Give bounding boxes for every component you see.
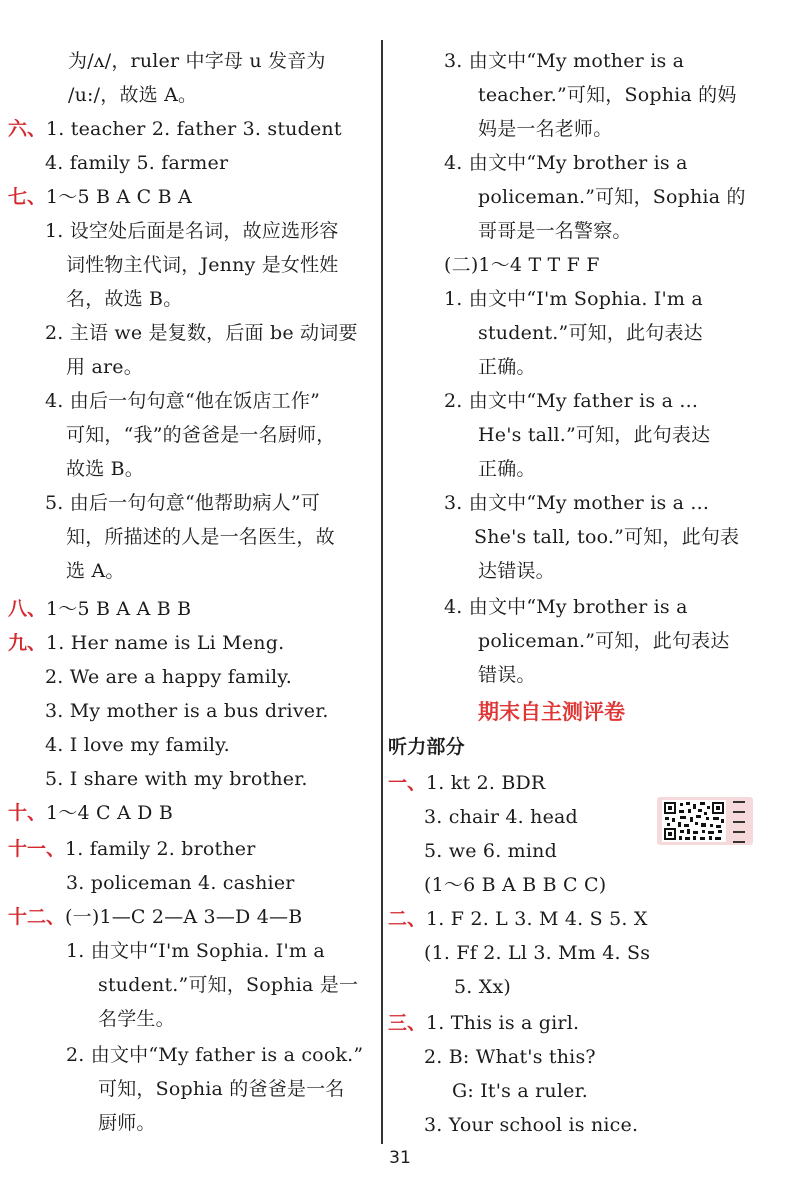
- listening-q3: 三、1. This is a girl.: [388, 1012, 580, 1034]
- text-line: policeman.”可知，此句表达: [478, 630, 730, 652]
- video-answer-qr-badge[interactable]: [657, 797, 753, 845]
- text-line: He's tall.”可知，此句表达: [478, 424, 711, 446]
- text-line: 4. family 5. farmer: [45, 152, 229, 174]
- text-line: 正确。: [478, 356, 536, 378]
- section-label: 二、: [388, 908, 427, 930]
- text-line: 故选 B。: [66, 458, 145, 480]
- text-line: 哥哥是一名警察。: [478, 220, 632, 242]
- text-line: She's tall, too.”可知，此句表: [474, 526, 740, 548]
- text-line: 4. I love my family.: [45, 734, 230, 756]
- text-line: 2. 由文中“My father is a ...: [444, 390, 699, 412]
- text-line: 错误。: [478, 664, 536, 686]
- text-line: 为/ʌ/，ruler 中字母 u 发音为: [68, 50, 326, 72]
- section-title: 期末自主测评卷: [478, 700, 625, 724]
- text-line: student.”可知，此句表达: [478, 322, 703, 344]
- text-line: G: It's a ruler.: [452, 1080, 589, 1102]
- text-line: 3. Your school is nice.: [424, 1114, 639, 1136]
- text-line: 1. 设空处后面是名词，故应选形容: [45, 220, 339, 242]
- text-line: 2. We are a happy family.: [45, 666, 292, 688]
- text-line: (1～6 B A B B C C): [424, 874, 607, 896]
- section-label: 十一、: [8, 838, 66, 860]
- text-line: 3. 由文中“My mother is a ...: [444, 492, 710, 514]
- text-line: 3. My mother is a bus driver.: [45, 700, 329, 722]
- text-line: 3. policeman 4. cashier: [66, 872, 295, 894]
- section-label: 一、: [388, 772, 427, 794]
- text-line: 1. 由文中“I'm Sophia. I'm a: [66, 940, 325, 962]
- text-line: 正确。: [478, 458, 536, 480]
- question-eight: 八、1～5 B A A B B: [8, 598, 192, 620]
- text-line: 选 A。: [66, 560, 125, 582]
- text-line: 5. I share with my brother.: [45, 768, 308, 790]
- text-line: 可知，“我”的爸爸是一名厨师，: [66, 424, 336, 446]
- text-line: 可知，Sophia 的爸爸是一名: [98, 1078, 345, 1100]
- text-line: 4. 由文中“My brother is a: [444, 152, 688, 174]
- question-eleven: 十一、1. family 2. brother: [8, 838, 256, 860]
- question-twelve: 十二、(一)1—C 2—A 3—D 4—B: [8, 906, 303, 928]
- text-line: 用 are。: [66, 356, 143, 378]
- text-line: 名，故选 B。: [66, 288, 183, 310]
- text-line: 知，所描述的人是一名医生，故: [66, 526, 335, 548]
- qr-code-icon: [662, 800, 726, 842]
- text-line: 2. 由文中“My father is a cook.”: [66, 1044, 364, 1066]
- section-label: 十二、: [8, 906, 66, 928]
- text-line: 达错误。: [478, 560, 555, 582]
- text-line: 4. 由文中“My brother is a: [444, 596, 688, 618]
- section-label: 三、: [388, 1012, 427, 1034]
- text-line: 2. 主语 we 是复数，后面 be 动词要: [45, 322, 358, 344]
- listening-q2: 二、1. F 2. L 3. M 4. S 5. X: [388, 908, 648, 930]
- listening-q1: 一、1. kt 2. BDR: [388, 772, 546, 794]
- question-nine: 九、1. Her name is Li Meng.: [8, 632, 285, 654]
- text-line: 3. 由文中“My mother is a: [444, 50, 685, 72]
- question-seven: 七、1～5 B A C B A: [8, 186, 192, 208]
- text-line: (1. Ff 2. Ll 3. Mm 4. Ss: [424, 942, 651, 964]
- text-line: 5. we 6. mind: [424, 840, 557, 862]
- page-number: 31: [389, 1148, 411, 1168]
- text-line: 妈是一名老师。: [478, 118, 613, 140]
- text-line: 5. Xx): [454, 976, 512, 998]
- text-line: 4. 由后一句句意“他在饭店工作”: [45, 390, 320, 412]
- text-line: 1. 由文中“I'm Sophia. I'm a: [444, 288, 703, 310]
- text-line: 3. chair 4. head: [424, 806, 578, 828]
- section-label: 六、: [8, 118, 47, 140]
- text-line: 5. 由后一句句意“他帮助病人”可: [45, 492, 320, 514]
- text-line: policeman.”可知，Sophia 的: [478, 186, 746, 208]
- text-line: student.”可知，Sophia 是一: [98, 974, 359, 996]
- qr-caption-glyphs: [730, 801, 748, 851]
- text-line: (二)1～4 T T F F: [444, 254, 600, 276]
- question-six: 六、1. teacher 2. father 3. student: [8, 118, 342, 140]
- column-divider: [381, 40, 383, 1144]
- text-line: 词性物主代词，Jenny 是女性姓: [66, 254, 339, 276]
- section-label: 七、: [8, 186, 47, 208]
- section-label: 十、: [8, 802, 47, 824]
- text-line: teacher.”可知，Sophia 的妈: [478, 84, 737, 106]
- text-line: 2. B: What's this?: [424, 1046, 596, 1068]
- section-label: 九、: [8, 632, 47, 654]
- section-label: 八、: [8, 598, 47, 620]
- text-line: /u:/，故选 A。: [68, 84, 198, 106]
- listening-title: 听力部分: [388, 736, 465, 758]
- question-ten: 十、1～4 C A D B: [8, 802, 174, 824]
- text-line: 厨师。: [98, 1112, 156, 1134]
- text-line: 名学生。: [98, 1008, 175, 1030]
